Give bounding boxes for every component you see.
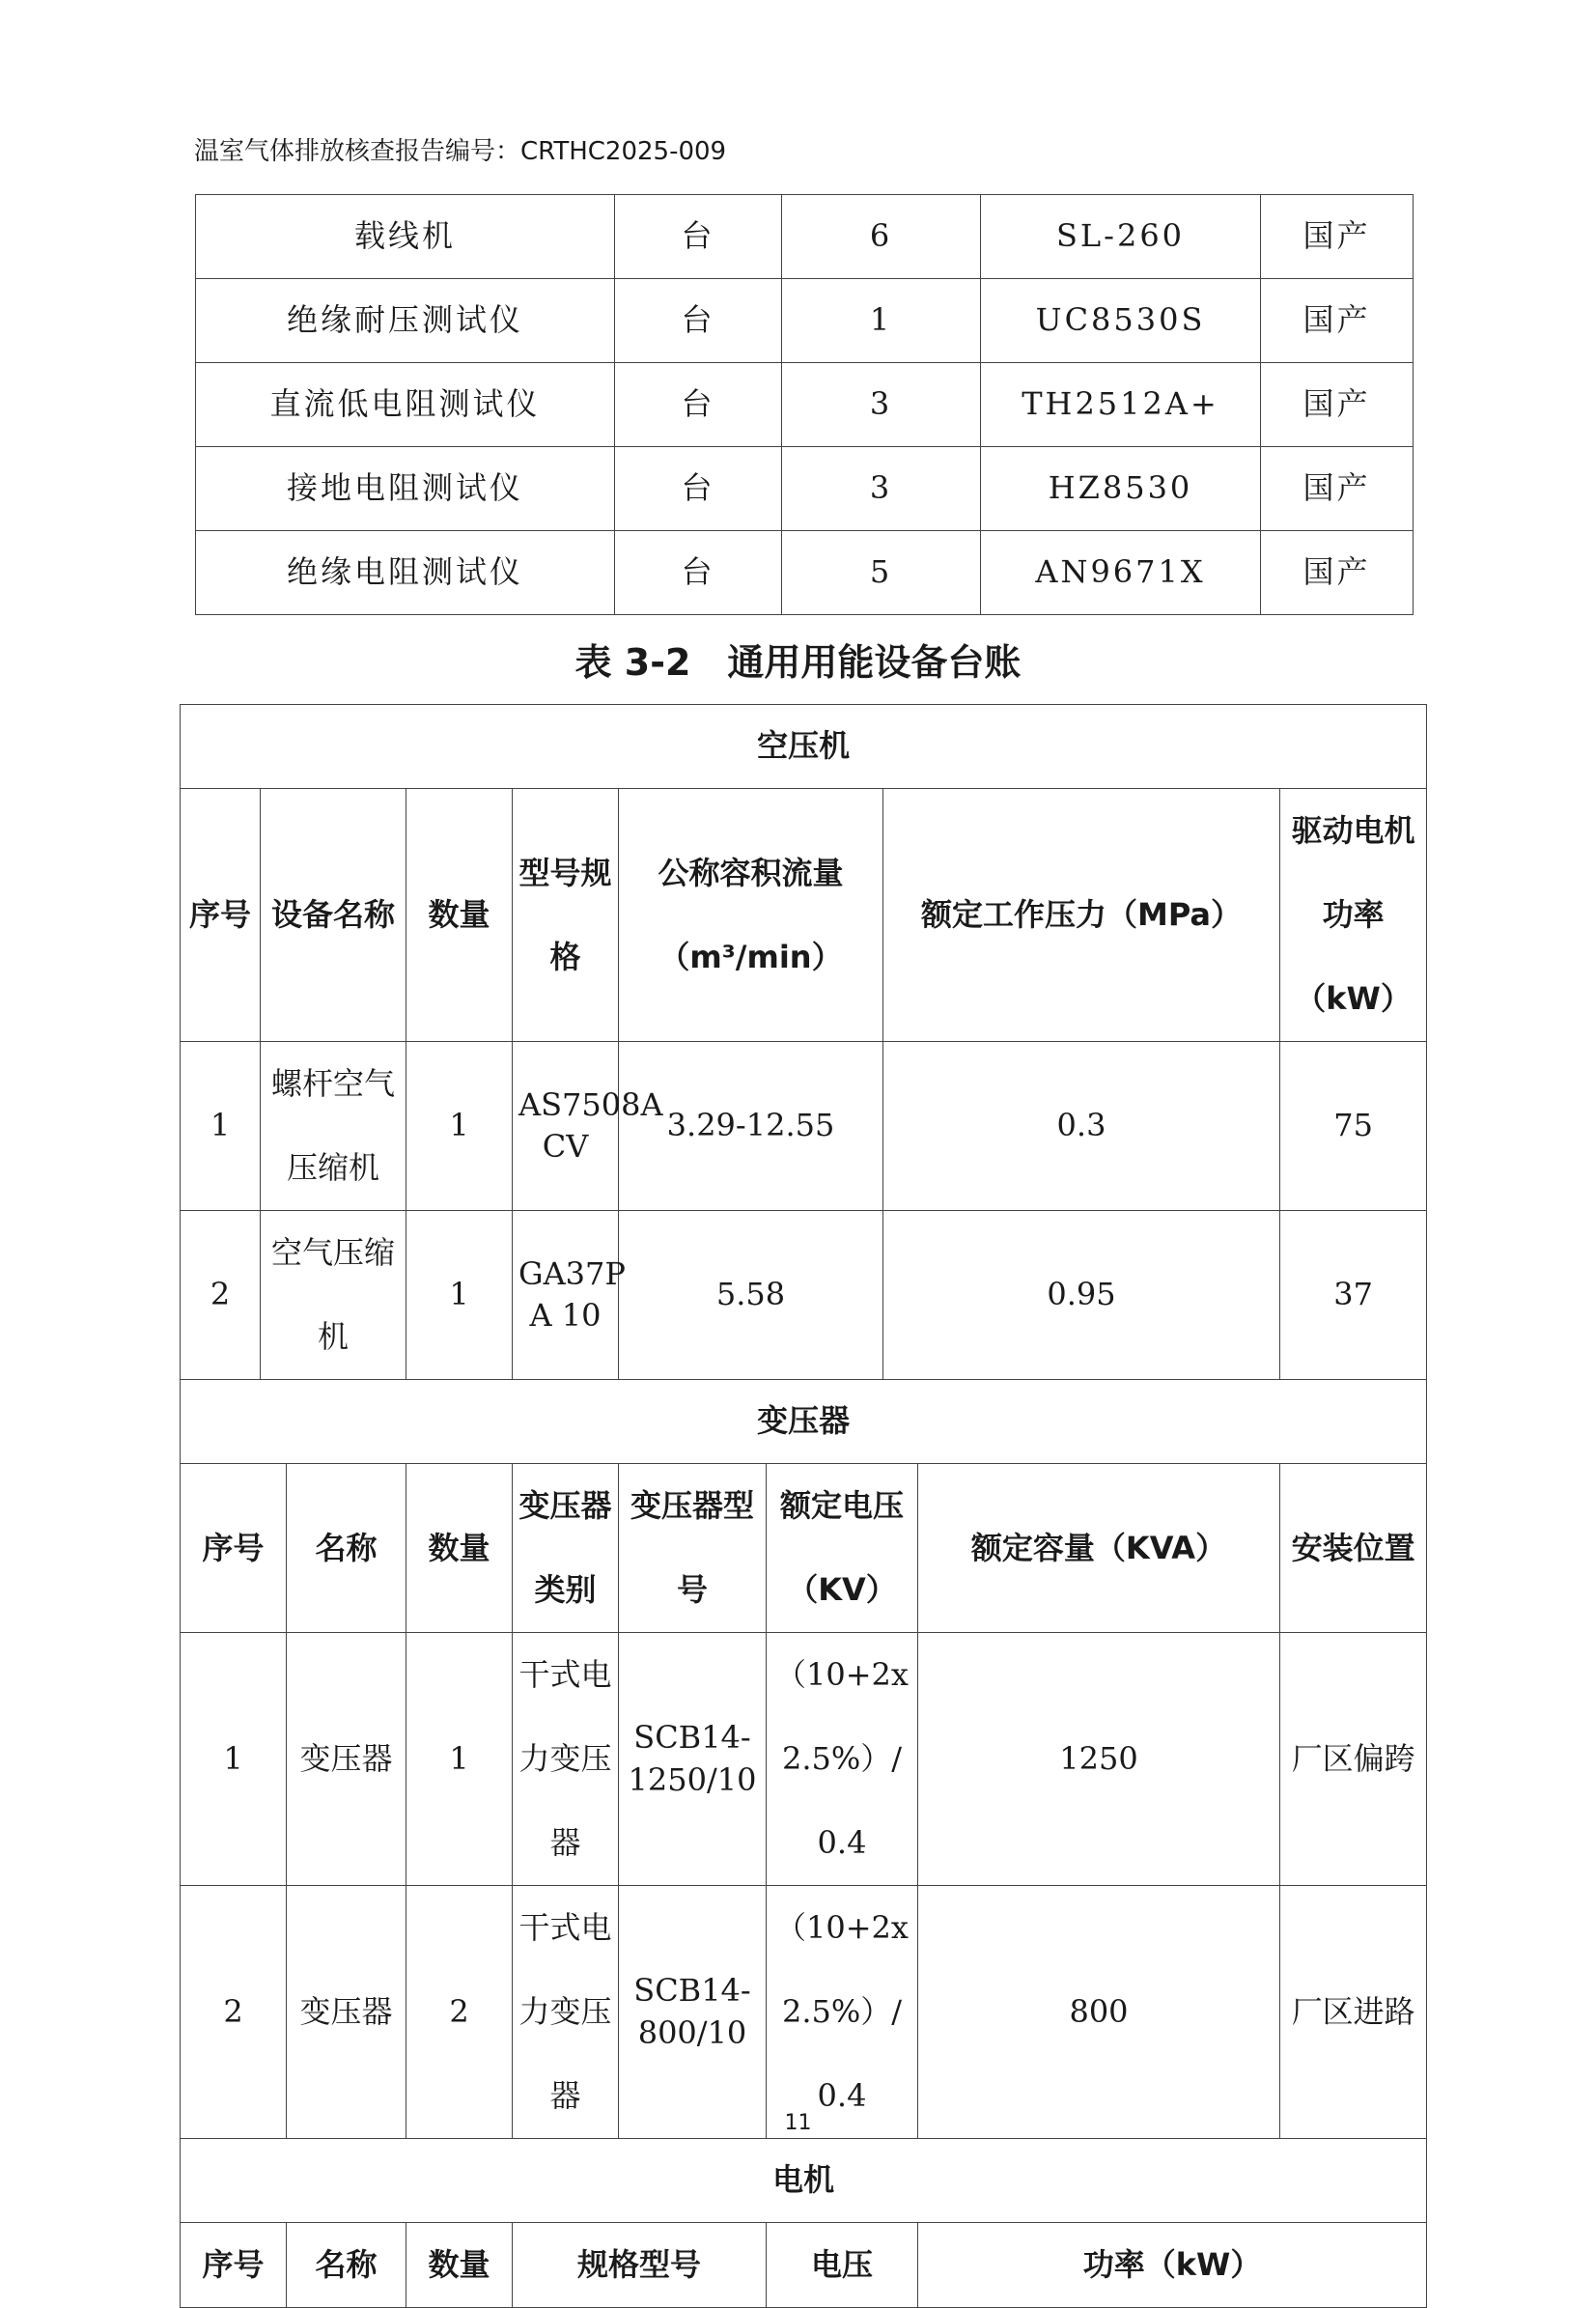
- equipment-unit: 台: [615, 363, 782, 447]
- transformer-header-row: [181, 1464, 1427, 1633]
- col-header-pressure: 额定工作压力（MPa）: [883, 789, 1280, 1042]
- row-model: GA37P A 10: [513, 1211, 619, 1380]
- equipment-model: TH2512A+: [981, 363, 1261, 447]
- equipment-model: HZ8530: [981, 447, 1261, 531]
- compressor-header-row: [181, 789, 1427, 1042]
- table-row: [196, 195, 1414, 279]
- col-header-voltage: 电压: [767, 2223, 918, 2308]
- equipment-qty: 3: [782, 363, 981, 447]
- row-no: 1: [181, 1042, 261, 1211]
- row-model: AS7508A CV: [513, 1042, 619, 1211]
- col-header-type: 变压器类别: [513, 1464, 619, 1633]
- col-header-name: 设备名称: [261, 789, 406, 1042]
- col-header-capacity: 额定容量（KVA）: [918, 1464, 1280, 1633]
- equipment-qty: 5: [782, 531, 981, 615]
- equipment-qty: 6: [782, 195, 981, 279]
- equipment-qty: 1: [782, 279, 981, 363]
- equipment-qty: 3: [782, 447, 981, 531]
- col-header-spec: 规格型号: [513, 2223, 767, 2308]
- row-name: 变压器: [287, 1633, 406, 1886]
- col-header-power: 功率（kW）: [918, 2223, 1427, 2308]
- section-title-motor: 电机: [181, 2139, 1427, 2223]
- equipment-origin: 国产: [1261, 447, 1414, 531]
- row-name: 螺杆空气压缩机: [261, 1042, 406, 1211]
- row-qty: 2: [406, 1886, 513, 2139]
- equipment-model: UC8530S: [981, 279, 1261, 363]
- row-type: 干式电力变压器: [513, 1886, 619, 2139]
- equipment-name: 绝缘电阻测试仪: [196, 531, 615, 615]
- equipment-origin: 国产: [1261, 195, 1414, 279]
- row-pressure: 0.95: [883, 1211, 1280, 1380]
- equipment-unit: 台: [615, 279, 782, 363]
- table-row: [196, 363, 1414, 447]
- energy-equipment-table: [180, 704, 1427, 2308]
- table-row: [181, 1042, 1427, 1211]
- table-caption: 表 3-2 通用用能设备台账: [574, 641, 1022, 684]
- equipment-unit: 台: [615, 447, 782, 531]
- table-row: [181, 1886, 1427, 2139]
- report-header: 温室气体排放核查报告编号：CRTHC2025-009: [194, 137, 727, 166]
- col-header-flow: 公称容积流量（m³/min）: [619, 789, 883, 1042]
- col-header-qty: 数量: [406, 2223, 513, 2308]
- equipment-name: 接地电阻测试仪: [196, 447, 615, 531]
- equipment-unit: 台: [615, 531, 782, 615]
- col-header-no: 序号: [181, 1464, 287, 1633]
- equipment-name: 直流低电阻测试仪: [196, 363, 615, 447]
- row-name: 变压器: [287, 1886, 406, 2139]
- row-power: 75: [1280, 1042, 1427, 1211]
- row-model: SCB14-1250/10: [619, 1633, 767, 1886]
- col-header-name: 名称: [287, 2223, 406, 2308]
- motor-header-row: [181, 2223, 1427, 2308]
- col-header-no: 序号: [181, 2223, 287, 2308]
- row-qty: 1: [406, 1042, 513, 1211]
- equipment-origin: 国产: [1261, 363, 1414, 447]
- row-qty: 1: [406, 1633, 513, 1886]
- row-flow: 5.58: [619, 1211, 883, 1380]
- col-header-power: 驱动电机功率（kW）: [1280, 789, 1427, 1042]
- row-pressure: 0.3: [883, 1042, 1280, 1211]
- row-location: 厂区进路: [1280, 1886, 1427, 2139]
- row-power: 37: [1280, 1211, 1427, 1380]
- row-voltage: （10+2x2.5%）/0.4: [767, 1633, 918, 1886]
- row-capacity: 1250: [918, 1633, 1280, 1886]
- row-qty: 1: [406, 1211, 513, 1380]
- col-header-model: 型号规格: [513, 789, 619, 1042]
- col-header-qty: 数量: [406, 789, 513, 1042]
- col-header-voltage: 额定电压（KV）: [767, 1464, 918, 1633]
- col-header-qty: 数量: [406, 1464, 513, 1633]
- col-header-model: 变压器型号: [619, 1464, 767, 1633]
- table-row: [196, 531, 1414, 615]
- equipment-name: 载线机: [196, 195, 615, 279]
- row-model: SCB14-800/10: [619, 1886, 767, 2139]
- col-header-no: 序号: [181, 789, 261, 1042]
- equipment-table-continued: [195, 194, 1414, 615]
- section-title-transformer: 变压器: [181, 1380, 1427, 1464]
- section-title-compressor: 空压机: [181, 705, 1427, 789]
- row-location: 厂区偏跨: [1280, 1633, 1427, 1886]
- table-row: [196, 447, 1414, 531]
- row-name: 空气压缩机: [261, 1211, 406, 1380]
- row-flow: 3.29-12.55: [619, 1042, 883, 1211]
- equipment-origin: 国产: [1261, 531, 1414, 615]
- table-row: [181, 1633, 1427, 1886]
- page-number: 11: [784, 2111, 812, 2135]
- row-voltage: （10+2x2.5%）/0.4: [767, 1886, 918, 2139]
- equipment-origin: 国产: [1261, 279, 1414, 363]
- row-capacity: 800: [918, 1886, 1280, 2139]
- row-no: 2: [181, 1886, 287, 2139]
- equipment-model: SL-260: [981, 195, 1261, 279]
- row-no: 2: [181, 1211, 261, 1380]
- row-type: 干式电力变压器: [513, 1633, 619, 1886]
- equipment-unit: 台: [615, 195, 782, 279]
- equipment-model: AN9671X: [981, 531, 1261, 615]
- row-no: 1: [181, 1633, 287, 1886]
- table-row: [196, 279, 1414, 363]
- col-header-name: 名称: [287, 1464, 406, 1633]
- table-row: [181, 1211, 1427, 1380]
- equipment-name: 绝缘耐压测试仪: [196, 279, 615, 363]
- col-header-location: 安装位置: [1280, 1464, 1427, 1633]
